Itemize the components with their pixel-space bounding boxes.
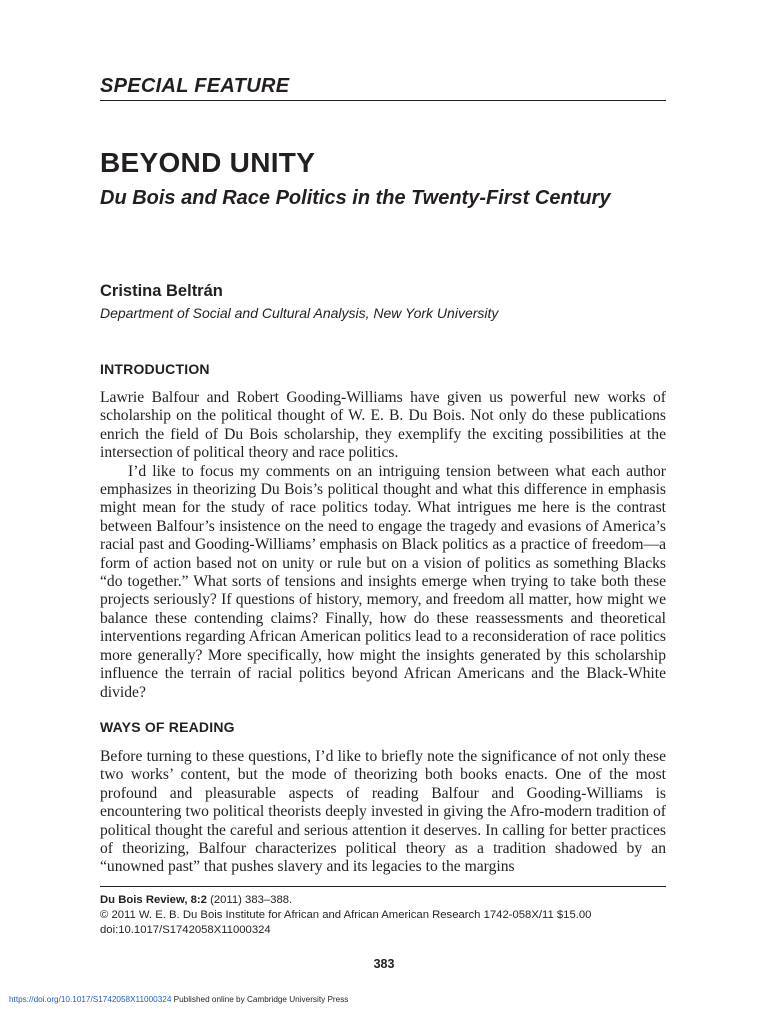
journal-name: Du Bois Review, 8:2 — [100, 894, 207, 906]
paragraph: Lawrie Balfour and Robert Gooding-Williams have given us powerful new works of scholarship on the political thought of W. E. B. Du Bois. Not only do these publications enrich the field of Du Bois scholarship, they exemplify the exciting possibilities at the intersection of political theory and race politics. — [100, 389, 666, 462]
journal-citation — [100, 893, 680, 908]
section-body-ways-of-reading — [100, 748, 666, 877]
citation-footer — [100, 893, 680, 938]
section-body-introduction — [100, 389, 666, 702]
published-online-text: Published online by Cambridge University Press — [173, 995, 349, 1004]
article-subtitle: Du Bois and Race Politics in the Twenty-First Century — [100, 187, 611, 209]
paragraph: I’d like to focus my comments on an intriguing tension between what each author emphasizes in theorizing Du Bois’s political thought and what this difference in emphasis might mean for the study of race politics today. What intrigues me here is the contrast between Balfour’s insistence on the need to engage the tragedy and evasions of America’s racial past and Gooding-Williams’ emphasis on Black politics as a practice of freedom—a form of action based not on unity or rule but on a vision of politics as something Blacks “do together.” What sorts of tensions and insights emerge when trying to take both these projects seriously? If questions of history, memory, and freedom all matter, how might we balance these contending claims? Finally, how do these reassessments and theoretical interventions regarding African American politics lead to a reconsideration of race politics more generally? More specifically, how might the insights generated by this scholarship influence the terrain of racial politics beyond African Americans and the Black-White divide? — [100, 462, 666, 701]
author-name: Cristina Beltrán — [100, 282, 223, 300]
special-feature-label: SPECIAL FEATURE — [100, 75, 290, 97]
section-heading-introduction: INTRODUCTION — [100, 361, 210, 377]
copyright-line: © 2011 W. E. B. Du Bois Institute for African and African American Research 1742-058X/11 $15.00 — [100, 909, 592, 921]
access-bar — [9, 995, 348, 1004]
paragraph: Before turning to these questions, I’d like to briefly note the significance of not only these two works’ content, but the mode of theorizing both books enacts. One of the most profound and pleasurable aspects of reading Balfour and Gooding-Williams is encountering two political theorists deeply invested in giving the Afro-modern tradition of political thought the careful and serious attention it deserves. In calling for better practices of theorizing, Balfour characterizes political theory as a tradition shadowed by an “unowned past” that pushes slavery and its legacies to the margins — [100, 748, 666, 876]
section-heading-ways-of-reading: WAYS OF READING — [100, 719, 235, 735]
header-rule — [100, 100, 666, 101]
author-affiliation: Department of Social and Cultural Analysis, New York University — [100, 305, 499, 321]
article-title: BEYOND UNITY — [100, 147, 316, 178]
page-number: 383 — [373, 957, 395, 971]
doi-line: doi:10.1017/S1742058X11000324 — [100, 924, 271, 936]
journal-pages: (2011) 383–388. — [210, 894, 293, 906]
doi-link[interactable]: https://doi.org/10.1017/S1742058X11000324 — [9, 995, 172, 1004]
footer-rule — [100, 886, 666, 887]
